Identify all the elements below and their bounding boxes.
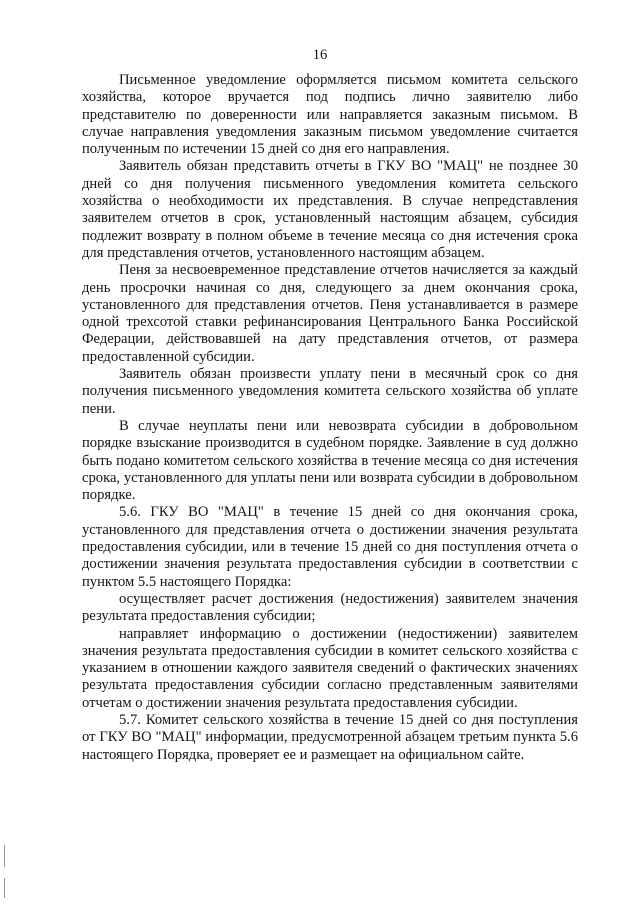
scan-edge-mark xyxy=(4,845,5,867)
page-number: 16 xyxy=(312,47,328,63)
paragraph-report-obligation: Заявитель обязан представить отчеты в ГКУ ВО "МАЦ" не позднее 30 дней со дня получения письменного уведомления комитета сельского хозяйства о необходимости их представления. В случае непредставления заявителем отчетов в срок, установленный настоящим абзацем, субсидия подлежит возврату в полном объеме в течение месяца со дня истечения срока для представления отчетов, установленного настоящим абзацем. xyxy=(82,158,578,261)
document-body xyxy=(82,72,578,764)
paragraph-court-recovery: В случае неуплаты пени или невозврата субсидии в добровольном порядке взыскание производится в судебном порядке. Заявление в суд должно быть подано комитетом сельского хозяйства в течение месяца со дня истечения срока, установленного для уплаты пени или возврата субсидии в добровольном порядке. xyxy=(82,417,578,504)
paragraph-penalty: Пеня за несвоевременное представление отчетов начисляется за каждый день просрочки начиная со дня, следующего за днем окончания срока, установленного для представления отчетов. Пеня устанавливается в размере одной трехсотой ставки рефинансирования Центрального Банка Российской Федерации, действовавшей на дату представления отчетов, от размера предоставленной субсидии. xyxy=(82,262,578,365)
paragraph-information-sending: направляет информацию о достижении (недостижении) заявителем значения результата предоставления субсидии в комитет сельского хозяйства с указанием в отношении каждого заявителя сведений о фактических значениях результата предоставления субсидии согласно представленным заявителями отчетам о достижении значения результата предоставления субсидии. xyxy=(82,625,578,711)
paragraph-clause-5-6: 5.6. ГКУ ВО "МАЦ" в течение 15 дней со дня окончания срока, установленного для представления отчета о достижении значения результата предоставления субсидии, или в течение 15 дней со дня поступления отчета о достижении значения результата предоставления субсидии в соответствии с пунктом 5.5 настоящего Порядка: xyxy=(82,504,578,590)
paragraph-penalty-payment: Заявитель обязан произвести уплату пени в месячный срок со дня получения письменного уведомления комитета сельского хозяйства об уплате пени. xyxy=(82,366,578,417)
paragraph-notification-form: Письменное уведомление оформляется письмом комитета сельского хозяйства, которое вручается под подпись лично заявителю либо представителю по доверенности или направляется заказным письмом. В случае направления уведомления заказным письмом уведомление считается полученным по истечении 15 дней со дня его направления. xyxy=(82,72,578,158)
scan-edge-mark xyxy=(4,878,5,898)
paragraph-clause-5-7: 5.7. Комитет сельского хозяйства в течение 15 дней со дня поступления от ГКУ ВО "МАЦ" информации, предусмотренной абзацем третьим пункта 5.6 настоящего Порядка, проверяет ее и размещает на официальном сайте. xyxy=(82,711,578,763)
paragraph-calculation: осуществляет расчет достижения (недостижения) заявителем значения результата предоставления субсидии; xyxy=(82,590,578,625)
